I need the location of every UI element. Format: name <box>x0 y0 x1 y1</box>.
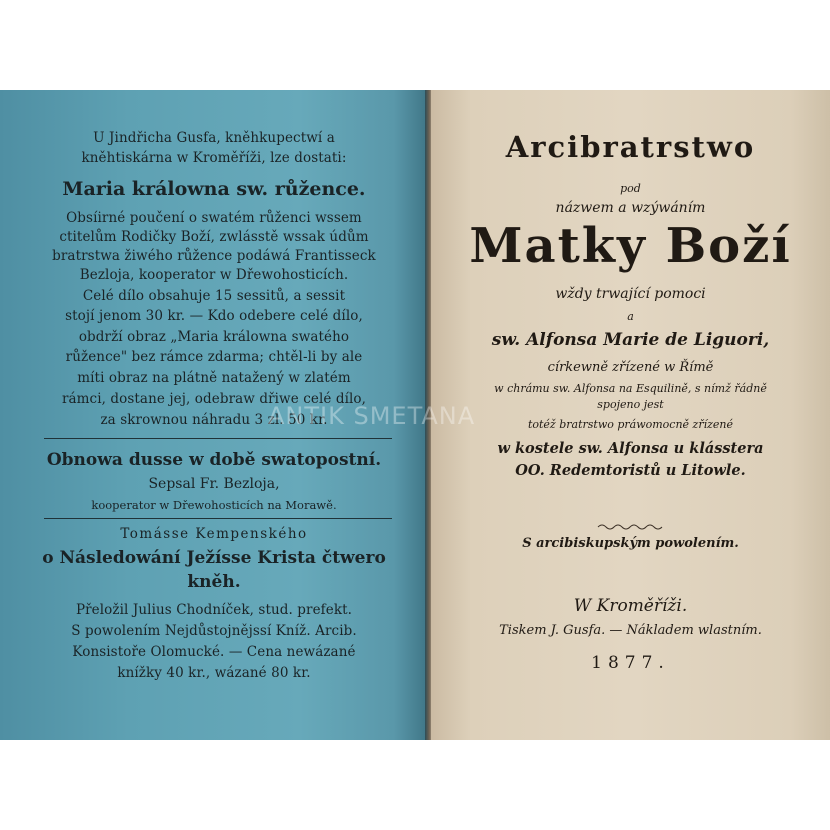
spojeno-text: spojeno jest <box>597 398 664 411</box>
divider-rule <box>44 518 392 519</box>
main-title: Matky Boží <box>469 218 792 274</box>
publisher-intro-line2: kněhtiskárna w Kroměříži, lze dostati: <box>81 150 347 166</box>
totez-text: totéž bratrstwo práwomocně zřízené <box>527 418 734 431</box>
book1-title: Maria králowna sw. růžence. <box>62 178 366 200</box>
book1-line: Bezloja, kooperator w Dřewohosticích. <box>79 267 349 283</box>
alfonsa-text: sw. Alfonsa Marie de Liguori, <box>491 330 770 350</box>
cirkevne-text: církewně zřízené w Římě <box>547 360 714 375</box>
book3-line: Přeložil Julius Chodníček, stud. prefekt. <box>75 602 353 618</box>
chram-text: w chrámu sw. Alfonsa na Esquilině, s nímž řádně <box>494 382 767 395</box>
book1-line: stojí jenom 30 kr. — Kdo odebere celé dílo, <box>65 308 363 324</box>
confraternity-title: Arcibratrstwo <box>505 130 756 164</box>
publisher-intro-line1: U Jindřicha Gusfa, kněhkupectwí a <box>93 130 335 146</box>
redemptoriste-text: OO. Redemtoristů u Litowle. <box>515 462 746 479</box>
book2-author: Sepsal Fr. Bezloja, <box>148 476 280 492</box>
book2-title: Obnowa dusse w době swatopostní. <box>46 450 382 470</box>
book3-line: knížky 40 kr., wázané 80 kr. <box>117 665 311 681</box>
place-text: W Kroměříži. <box>573 596 688 616</box>
book1-line: Obsíirné poučení o swatém růženci wssem <box>66 210 362 226</box>
book-spread <box>0 90 830 740</box>
book3-line: Konsistoře Olomucké. — Cena newázané <box>72 644 356 660</box>
nazvem-text: názwem a wzýwáním <box>555 200 706 216</box>
kostel-text: w kostele sw. Alfonsa u klásstera <box>497 440 764 457</box>
book1-line: obdrží obraz „Maria králowna swatého <box>78 329 350 345</box>
book1-line: růžence" bez rámce zdarma; chtěl-li by ale <box>65 349 363 365</box>
book2-role: kooperator w Dřewohosticích na Morawě. <box>91 498 337 512</box>
book1-line: míti obraz na plátně natažený w zlatém <box>77 370 351 386</box>
book1-line: bratrstwa žiwého růžence podáwá Frantisseck <box>52 248 376 264</box>
pod-text: pod <box>620 182 641 195</box>
watermark: ANTIK SMETANA <box>268 402 476 430</box>
book3-title-line1: o Následowání Ježísse Krista čtwero <box>42 548 386 568</box>
book1-line: za skrownou náhradu 3 zl. 50 kr. <box>100 412 328 428</box>
book3-line: S powolením Nejdůstojnějssí Kníž. Arcib. <box>71 623 357 639</box>
book1-line: Celé dílo obsahuje 15 sessitů, a sessit <box>82 288 346 304</box>
trvajici-text: wždy trwající pomoci <box>555 286 706 302</box>
book1-line: rámci, dostane jej, odebraw dřiwe celé dílo, <box>61 391 367 407</box>
povoleni-text: S arcibiskupským powolením. <box>522 536 739 551</box>
book3-title-line2: kněh. <box>187 572 241 592</box>
book3-author: Tomásse Kempenského <box>120 526 308 542</box>
year-text: 1877. <box>591 653 670 673</box>
divider-rule <box>44 438 392 439</box>
book1-line: ctitelům Rodičky Boží, zwlásstě wssak údům <box>59 229 369 245</box>
a-text: a <box>627 310 634 323</box>
ornament-squiggle <box>597 523 663 531</box>
printer-text: Tiskem J. Gusfa. — Nákladem wlastním. <box>499 623 762 638</box>
